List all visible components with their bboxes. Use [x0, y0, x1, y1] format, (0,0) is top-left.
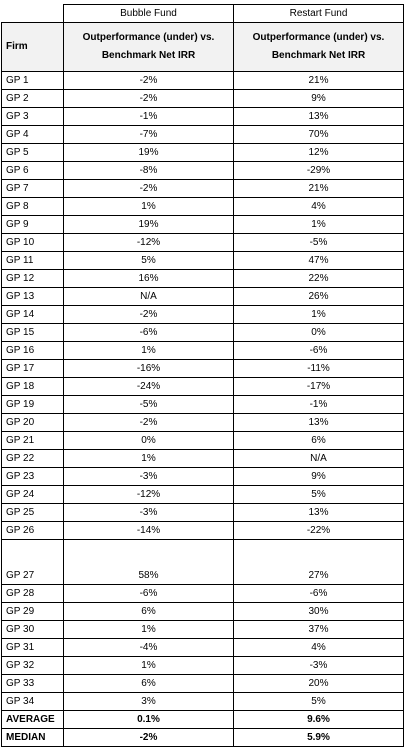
firm-cell: GP 28	[2, 584, 64, 602]
table-row	[2, 485, 404, 503]
restart-value-cell: 1%	[234, 215, 404, 233]
bubble-value-cell: -12%	[64, 485, 234, 503]
restart-value-cell: 70%	[234, 125, 404, 143]
firm-cell: GP 32	[2, 656, 64, 674]
firm-cell: GP 15	[2, 323, 64, 341]
table-row	[2, 323, 404, 341]
restart-value-cell: 37%	[234, 620, 404, 638]
restart-value-cell: 47%	[234, 251, 404, 269]
restart-value-cell: 4%	[234, 197, 404, 215]
bubble-value-cell: -1%	[64, 107, 234, 125]
summary-row	[2, 728, 404, 746]
bubble-value-cell: 1%	[64, 449, 234, 467]
restart-value-cell: 4%	[234, 638, 404, 656]
table-row	[2, 197, 404, 215]
restart-value-cell: 21%	[234, 71, 404, 89]
restart-value-cell: -5%	[234, 233, 404, 251]
firm-cell: GP 19	[2, 395, 64, 413]
firm-cell: GP 13	[2, 287, 64, 305]
bubble-value-cell: 3%	[64, 692, 234, 710]
summary-label-cell: AVERAGE	[2, 710, 64, 728]
summary-restart-cell: 5.9%	[234, 728, 404, 746]
table-row	[2, 251, 404, 269]
restart-value-cell: 27%	[234, 539, 404, 584]
table-row	[2, 539, 404, 584]
restart-value-cell: 13%	[234, 107, 404, 125]
restart-value-cell: 5%	[234, 692, 404, 710]
bubble-value-cell: 6%	[64, 602, 234, 620]
table-row	[2, 584, 404, 602]
table-row	[2, 305, 404, 323]
restart-value-cell: -6%	[234, 341, 404, 359]
table-row	[2, 503, 404, 521]
table-row	[2, 179, 404, 197]
bubble-metric-header: Outperformance (under) vs. Benchmark Net IRR	[64, 22, 234, 71]
restart-value-cell: 13%	[234, 503, 404, 521]
firm-cell: GP 21	[2, 431, 64, 449]
restart-value-cell: -17%	[234, 377, 404, 395]
table-row	[2, 269, 404, 287]
bubble-value-cell: 6%	[64, 674, 234, 692]
firm-cell: GP 17	[2, 359, 64, 377]
restart-value-cell: 6%	[234, 431, 404, 449]
bubble-value-cell: -6%	[64, 323, 234, 341]
firm-cell: GP 9	[2, 215, 64, 233]
summary-row	[2, 710, 404, 728]
bubble-value-cell: 5%	[64, 251, 234, 269]
bubble-value-cell: 1%	[64, 656, 234, 674]
table-row	[2, 359, 404, 377]
bubble-value-cell: -2%	[64, 413, 234, 431]
bubble-value-cell: -2%	[64, 71, 234, 89]
firm-cell: GP 27	[2, 539, 64, 584]
restart-value-cell: 22%	[234, 269, 404, 287]
table-row	[2, 377, 404, 395]
table-row	[2, 215, 404, 233]
firm-cell: GP 1	[2, 71, 64, 89]
table-row	[2, 233, 404, 251]
firm-cell: GP 25	[2, 503, 64, 521]
restart-value-cell: 5%	[234, 485, 404, 503]
firm-cell: GP 30	[2, 620, 64, 638]
bubble-value-cell: 1%	[64, 620, 234, 638]
firm-cell: GP 18	[2, 377, 64, 395]
summary-label-cell: MEDIAN	[2, 728, 64, 746]
table-row	[2, 656, 404, 674]
fund-performance-table	[1, 4, 404, 747]
restart-value-cell: 12%	[234, 143, 404, 161]
table-row	[2, 674, 404, 692]
firm-cell: GP 3	[2, 107, 64, 125]
firm-cell: GP 20	[2, 413, 64, 431]
firm-cell: GP 26	[2, 521, 64, 539]
restart-value-cell: 1%	[234, 305, 404, 323]
bubble-value-cell: 19%	[64, 143, 234, 161]
table-row	[2, 413, 404, 431]
table-row	[2, 638, 404, 656]
restart-value-cell: 13%	[234, 413, 404, 431]
bubble-value-cell: -2%	[64, 179, 234, 197]
firm-cell: GP 7	[2, 179, 64, 197]
restart-value-cell: -6%	[234, 584, 404, 602]
firm-cell: GP 16	[2, 341, 64, 359]
restart-value-cell: 0%	[234, 323, 404, 341]
restart-value-cell: -11%	[234, 359, 404, 377]
firm-cell: GP 6	[2, 161, 64, 179]
restart-value-cell: 26%	[234, 287, 404, 305]
bubble-value-cell: -3%	[64, 467, 234, 485]
table-row	[2, 341, 404, 359]
firm-cell: GP 4	[2, 125, 64, 143]
firm-cell: GP 2	[2, 89, 64, 107]
firm-cell: GP 34	[2, 692, 64, 710]
firm-cell: GP 31	[2, 638, 64, 656]
table-row	[2, 431, 404, 449]
column-header-row	[2, 22, 404, 71]
restart-value-cell: 20%	[234, 674, 404, 692]
table-row	[2, 71, 404, 89]
bubble-value-cell: -14%	[64, 521, 234, 539]
firm-cell: GP 14	[2, 305, 64, 323]
summary-restart-cell: 9.6%	[234, 710, 404, 728]
table-row	[2, 395, 404, 413]
bubble-value-cell: -12%	[64, 233, 234, 251]
bubble-value-cell: -16%	[64, 359, 234, 377]
restart-fund-header: Restart Fund	[234, 5, 404, 23]
restart-value-cell: -22%	[234, 521, 404, 539]
restart-value-cell: N/A	[234, 449, 404, 467]
firm-cell: GP 12	[2, 269, 64, 287]
bubble-value-cell: 19%	[64, 215, 234, 233]
bubble-value-cell: -24%	[64, 377, 234, 395]
firm-header: Firm	[2, 22, 64, 71]
restart-value-cell: 9%	[234, 89, 404, 107]
bubble-value-cell: 58%	[64, 539, 234, 584]
blank-corner-cell	[2, 5, 64, 23]
restart-metric-header: Outperformance (under) vs. Benchmark Net IRR	[234, 22, 404, 71]
table-row	[2, 467, 404, 485]
bubble-value-cell: 1%	[64, 341, 234, 359]
firm-cell: GP 23	[2, 467, 64, 485]
table-row	[2, 107, 404, 125]
table-row	[2, 602, 404, 620]
table-row	[2, 89, 404, 107]
restart-value-cell: 21%	[234, 179, 404, 197]
bubble-value-cell: -7%	[64, 125, 234, 143]
table-body	[2, 71, 404, 746]
firm-cell: GP 33	[2, 674, 64, 692]
bubble-value-cell: -2%	[64, 89, 234, 107]
firm-cell: GP 5	[2, 143, 64, 161]
table-row	[2, 449, 404, 467]
table-row	[2, 620, 404, 638]
table-row	[2, 161, 404, 179]
summary-bubble-cell: -2%	[64, 728, 234, 746]
bubble-value-cell: -5%	[64, 395, 234, 413]
table-row	[2, 521, 404, 539]
bubble-value-cell: N/A	[64, 287, 234, 305]
bubble-value-cell: -2%	[64, 305, 234, 323]
firm-cell: GP 22	[2, 449, 64, 467]
restart-value-cell: 9%	[234, 467, 404, 485]
bubble-value-cell: 0%	[64, 431, 234, 449]
bubble-value-cell: 16%	[64, 269, 234, 287]
summary-bubble-cell: 0.1%	[64, 710, 234, 728]
group-header-row	[2, 5, 404, 23]
table-row	[2, 692, 404, 710]
bubble-fund-header: Bubble Fund	[64, 5, 234, 23]
table-row	[2, 287, 404, 305]
table-row	[2, 143, 404, 161]
firm-cell: GP 8	[2, 197, 64, 215]
bubble-value-cell: -6%	[64, 584, 234, 602]
firm-cell: GP 24	[2, 485, 64, 503]
restart-value-cell: -1%	[234, 395, 404, 413]
bubble-value-cell: -3%	[64, 503, 234, 521]
restart-value-cell: -3%	[234, 656, 404, 674]
bubble-value-cell: -8%	[64, 161, 234, 179]
firm-cell: GP 10	[2, 233, 64, 251]
firm-cell: GP 11	[2, 251, 64, 269]
table-row	[2, 125, 404, 143]
bubble-value-cell: 1%	[64, 197, 234, 215]
restart-value-cell: 30%	[234, 602, 404, 620]
bubble-value-cell: -4%	[64, 638, 234, 656]
restart-value-cell: -29%	[234, 161, 404, 179]
firm-cell: GP 29	[2, 602, 64, 620]
